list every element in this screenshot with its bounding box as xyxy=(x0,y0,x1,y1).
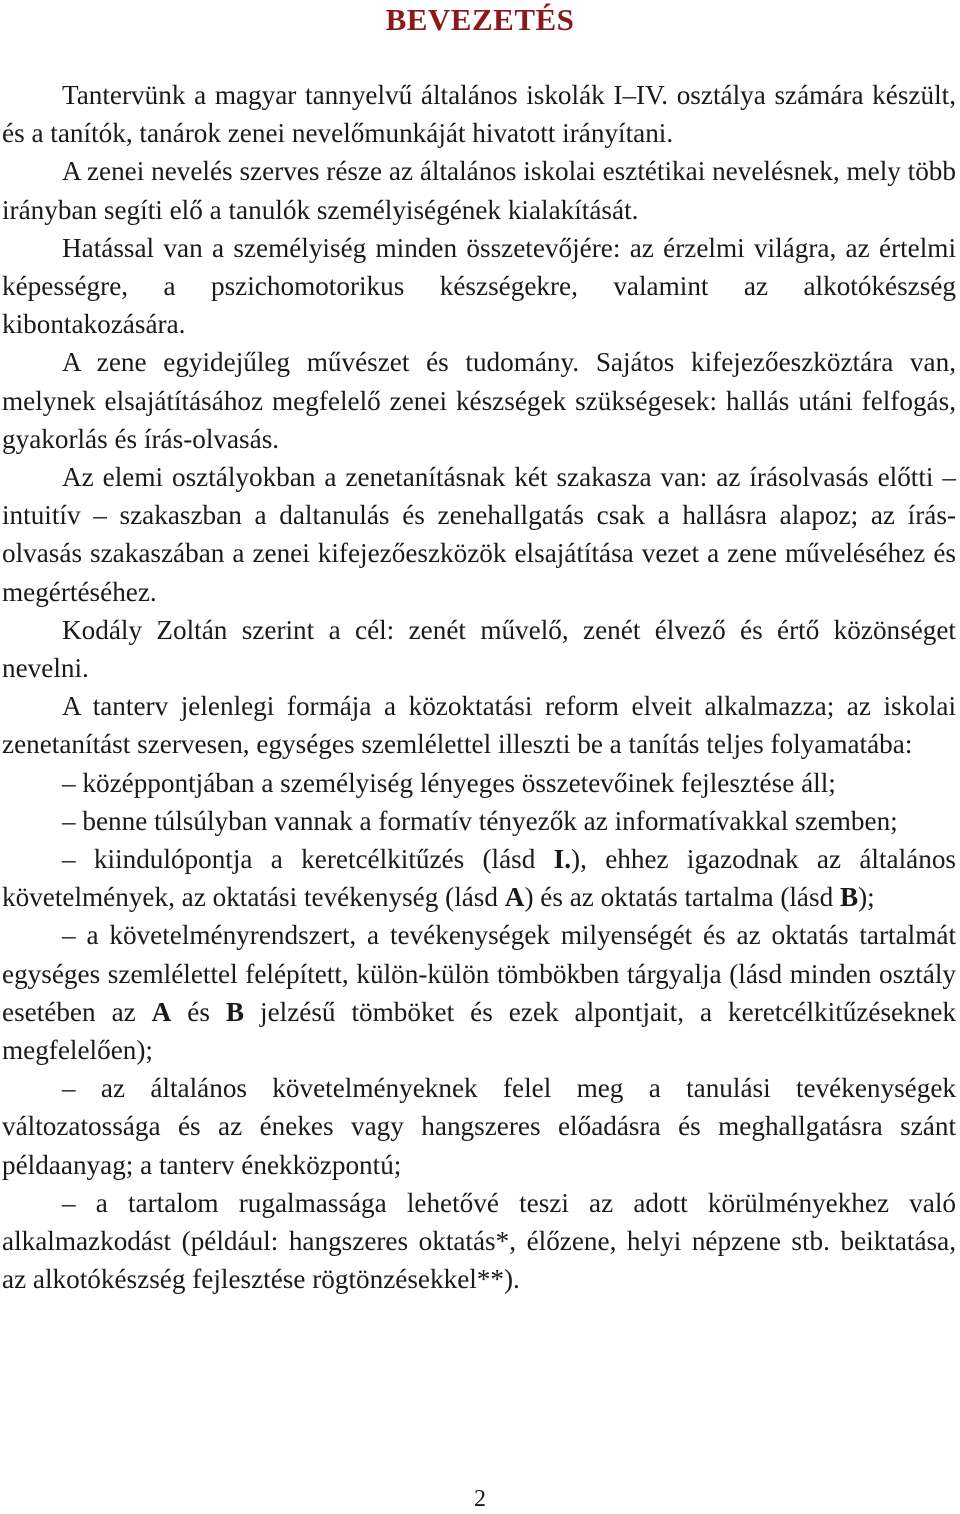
paragraph-personality: Hatással van a személyiség minden összetevőjére: az érzelmi világra, az értelmi képességre, a pszichomotorikus készségekre, valamint az alkotókészség kibontakozására. xyxy=(2,232,956,340)
paragraph-stages: Az elemi osztályokban a zenetanításnak két szakasza van: az írásolvasás előtti – intuitív – szakaszban a daltanulás és zenehallgatás csak a hallásra alapoz; az írás-olvasás szakaszában a zenei kifejezőeszközök elsajátítása vezet a zene műveléséhez és megértéséhez. xyxy=(2,462,956,607)
list-item-text: és xyxy=(171,996,226,1027)
page-title: BEVEZETÉS xyxy=(385,2,575,37)
paragraph-kodaly: Kodály Zoltán szerint a cél: zenét művelő, zenét élvező és értő közönséget nevelni. xyxy=(2,614,956,684)
list-item-text: jelzésű tömböket és ezek alpontjait, a keretcélkitűzéseknek megfelelően); xyxy=(2,996,956,1066)
paragraph-art-science: A zene egyidejűleg művészet és tudomány. Sajátos kifejezőeszköztára van, melynek elsajátításához megfelelő zenei készségek szükségesek: hallás utáni felfogás, gyakorlás és írás-olvasás. xyxy=(2,347,956,454)
list-item xyxy=(2,916,956,1069)
paragraph-aesthetic: A zenei nevelés szerves része az általános iskolai esztétikai nevelésnek, mely több irányban segíti elő a tanulók személyiségének kialakítását. xyxy=(2,156,956,225)
list-item: – benne túlsúlyban vannak a formatív tényezők az informatívakkal szemben; xyxy=(62,805,898,836)
list-item: – az általános követelményeknek felel meg a tanulási tevékenységek változatossága és az énekes vagy hangszeres előadásra és meghallgatásra szánt példaanyag; a tanterv énekközpontú; xyxy=(2,1073,956,1180)
list-item: – a tartalom rugalmassága lehetővé teszi az adott körülményekhez való alkalmazkodást (például: hangszeres oktatás*, élőzene, helyi népzene stb. beiktatása, az alkotókészség fejlesztése rögtönzésekkel**). xyxy=(2,1187,956,1295)
list-item xyxy=(2,840,956,916)
paragraph-curriculum: A tanterv jelenlegi formája a közoktatási reform elveit alkalmazza; az iskolai zenetanítást szervesen, egységes szemlélettel illeszti be a tanítás teljes folyamatába: xyxy=(2,691,956,760)
list-item-text: ) és az oktatás tartalma (lásd xyxy=(524,882,840,913)
list-item: – középpontjában a személyiség lényeges összetevőinek fejlesztése áll; xyxy=(62,767,836,798)
reference-a: A xyxy=(151,996,172,1027)
list-item-text: – a követelményrendszert, a tevékenységek milyenségét és az oktatás tartalmát egységes szemlélettel felépített, külön-külön tömbökben tárgyalja (lásd minden osztály esetében az xyxy=(2,920,956,1027)
body-text xyxy=(2,76,956,1299)
reference-a: A xyxy=(504,882,525,913)
page-number: 2 xyxy=(474,1486,486,1512)
reference-i: I. xyxy=(553,844,572,875)
list-item-text: ), ehhez igazodnak az általános követelmények, az oktatási tevékenység (lásd xyxy=(2,844,956,913)
list-item-text: – kiindulópontja a keretcélkitűzés (lásd xyxy=(62,844,554,875)
paragraph-intro: Tantervünk a magyar tannyelvű általános iskolák I–IV. osztálya számára készült, és a tanítók, tanárok zenei nevelőmunkáját hivatott irányítani. xyxy=(2,80,956,149)
list-item-text: ); xyxy=(858,882,875,913)
reference-b: B xyxy=(225,996,245,1027)
reference-b: B xyxy=(839,882,859,913)
